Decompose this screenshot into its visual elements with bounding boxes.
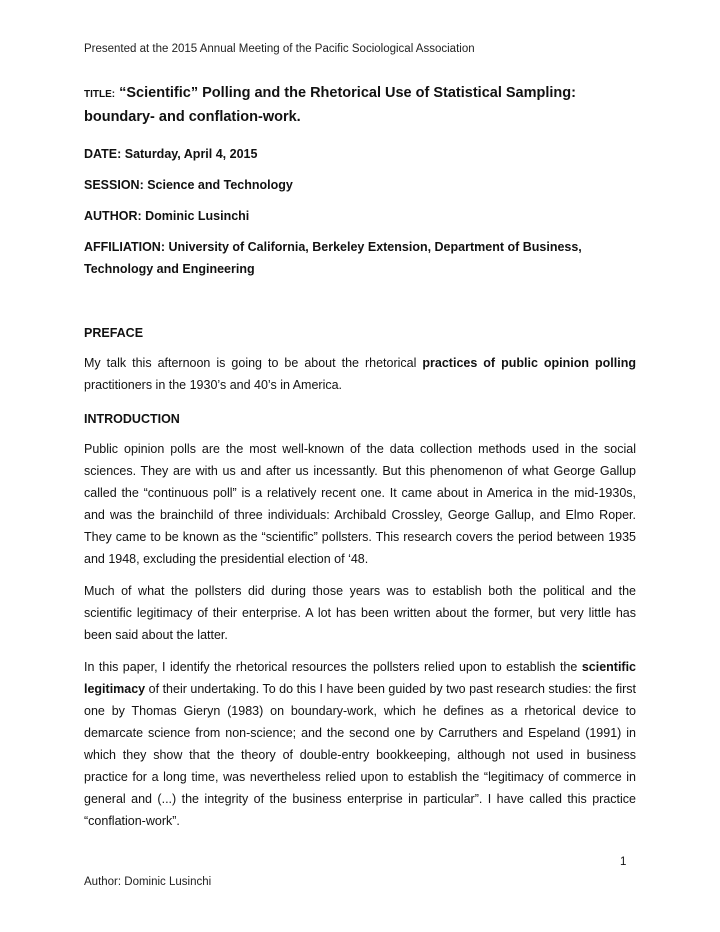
preface-heading: PREFACE [84, 326, 144, 340]
preface-text-end: practitioners in the 1930’s and 40’s in America. [84, 378, 343, 392]
title-text: “Scientific” Polling and the Rhetorical Use of Statistical Sampling: boundary- and conflation-work. [84, 85, 576, 125]
page-content [84, 82, 636, 842]
affiliation-line: AFFILIATION: University of California, Berkeley Extension, Department of Business, Technology and Engineering [84, 240, 582, 276]
intro-p3-text-start: In this paper, I identify the rhetorical resources the pollsters relied upon to establish the [84, 660, 582, 674]
intro-paragraph-1: Public opinion polls are the most well-known of the data collection methods used in the social sciences. They are with us and after us incessantly. But this phenomenon of what George Gallup called the “continuous poll” is a relatively recent one. It came about in America in the mid-1930s, and was the brainchild of three individuals: Archibald Crossley, George Gallup, and Elmo Roper. They came to be known as the “scientific” pollsters. This research covers the period between 1935 and 1948, excluding the presidential election of ‘48. [84, 442, 636, 566]
preface-paragraph [84, 352, 636, 396]
preface-text-start: My talk this afternoon is going to be about the rhetorical [84, 356, 423, 370]
page-number: 1 [620, 856, 627, 868]
session-line: SESSION: Science and Technology [84, 178, 293, 192]
intro-p3-emphasis: scientific legitimacy [84, 660, 636, 696]
paper-title [84, 82, 636, 129]
running-footer: Author: Dominic Lusinchi [84, 876, 212, 888]
title-label: TITLE: [84, 89, 116, 100]
preface-emphasis: practices of public opinion polling [422, 356, 636, 370]
author-line: AUTHOR: Dominic Lusinchi [84, 209, 250, 223]
date-line: DATE: Saturday, April 4, 2015 [84, 147, 258, 161]
intro-paragraph-2: Much of what the pollsters did during those years was to establish both the political and the scientific legitimacy of their enterprise. A lot has been written about the former, but very little has been said about the latter. [84, 584, 636, 642]
intro-paragraph-3 [84, 656, 636, 832]
introduction-heading: INTRODUCTION [84, 412, 180, 426]
running-header: Presented at the 2015 Annual Meeting of the Pacific Sociological Association [84, 43, 475, 55]
intro-p3-text-end: of their undertaking. To do this I have been guided by two past research studies: the first one by Thomas Gieryn (1983) on boundary-work, which he defines as a rhetorical device to demarcate science from non-science; and the second one by Carruthers and Espeland (1991) in which they show that the theory of double-entry bookkeeping, although not used in business practice for a long time, was nevertheless relied upon to establish the “legitimacy of commerce in general and (...) the integrity of the business enterprise in particular”. I have called this practice “conflation-work”. [84, 682, 636, 828]
